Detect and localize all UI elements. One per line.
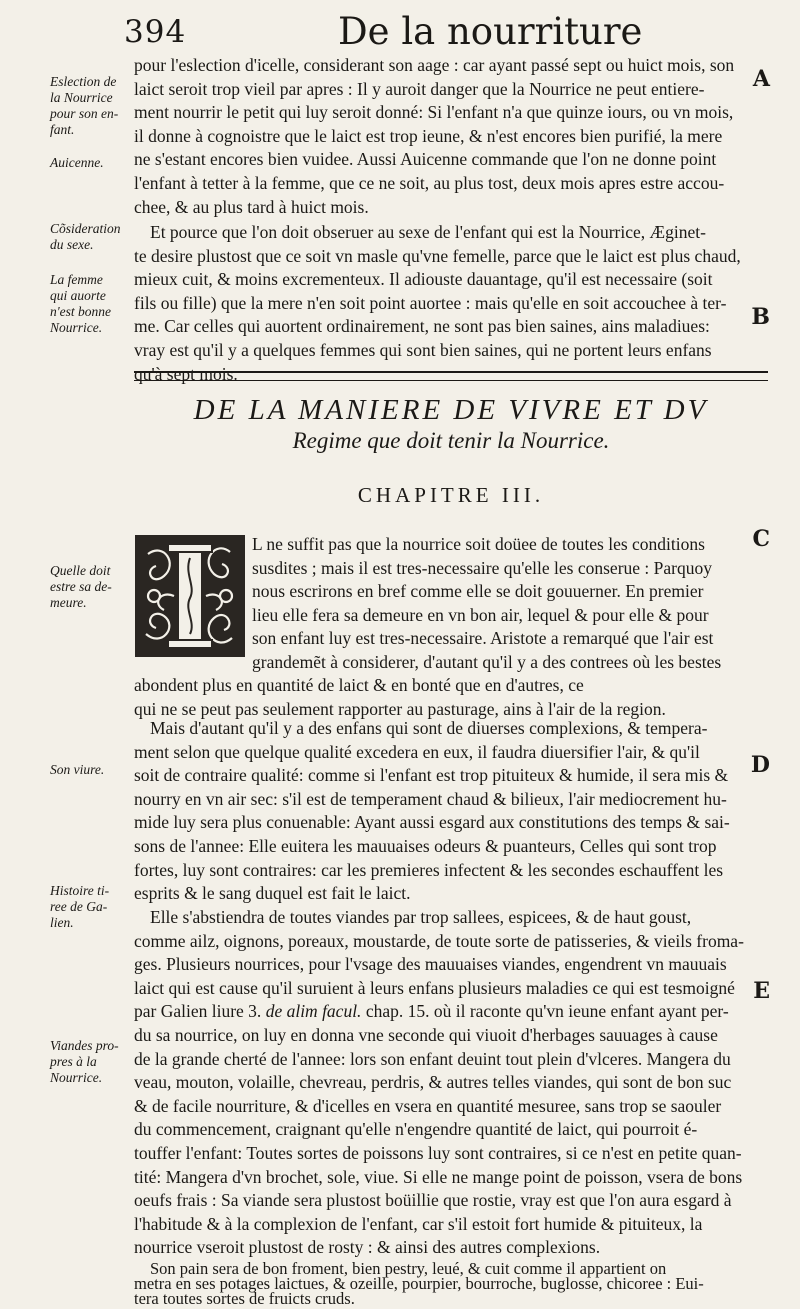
text-line: l'habitude & à la complexion de l'enfant, car s'il estoit fort humide & pituiteux, la [134, 1213, 703, 1234]
margin-note-demeure [50, 563, 126, 611]
text-line: ment selon que quelque qualité excedera en eux, il faudra diuersifier l'air, & qu'il [134, 741, 700, 762]
running-title: De la nourriture [338, 10, 643, 53]
paragraph-election [134, 54, 766, 219]
text-line: laict qui est cause qu'il suruient à leurs enfans plusieurs maladies ce qui est tesmoigné [134, 977, 735, 998]
note-line: lien. [50, 915, 74, 930]
note-line: estre sa de- [50, 579, 112, 594]
ornamental-initial-i [134, 534, 246, 658]
margin-letter-a: A [752, 66, 770, 92]
text-line: tera toutes sortes de fruicts cruds. [134, 1289, 355, 1308]
text-line: pour l'eslection d'icelle, considerant son aage : car ayant passé sept ou huict mois, son [134, 55, 735, 75]
text-line: nous escrirons en bref comme elle se doit gouuerner. En premier [252, 581, 704, 602]
note-line: fant. [50, 122, 75, 137]
margin-note-viandes [50, 1038, 126, 1086]
margin-letter-c: C [752, 526, 770, 552]
chapter-opening-tail [134, 674, 766, 721]
margin-note-avicenne [50, 155, 126, 171]
text-line: tité: Mangera d'vn brochet, sole, viue. Si elle ne mange point de poisson, vsera de bons [134, 1166, 743, 1187]
text-line: abondent plus en quantité de laict & en bonté que en d'autres, ce [134, 675, 584, 695]
text-line-galien-reference [134, 1000, 766, 1024]
text-line: vray est qu'il y a quelques femmes qui sont bien saines, qui ne portent leurs enfans [134, 339, 712, 360]
text-line: metra en ses potages laictues, & ozeille, pourpier, bourroche, buglosse, chicoree : Eui- [134, 1274, 704, 1293]
margin-note-vivre [50, 762, 126, 778]
text-line: te desire plustost que ce soit vn masle qu'vne femelle, parce que le laict est plus chaud, [134, 245, 741, 266]
note-line: du sexe. [50, 237, 94, 252]
text-line: susdites ; mais il est tres-necessaire qu'elle les conserue : Parquoy [252, 557, 712, 578]
page-header [124, 10, 784, 54]
text-line: mide luy sera plus conuenable: Ayant aussi esgard aux constitutions des temps & sai- [134, 812, 730, 833]
margin-note-histoire [50, 883, 126, 931]
note-line: Cõsideration [50, 221, 121, 236]
margin-note-consideration [50, 221, 126, 253]
text-line: me. Car celles qui auortent ordinairement, ne sont pas bien saines, ains maladiues: [134, 316, 710, 337]
margin-note-election [50, 74, 126, 138]
text-line: il donne à cognoistre que le laict est trop ieune, & n'est encores bien purifié, la mere [134, 125, 723, 146]
note-line: Histoire ti- [50, 883, 110, 898]
chapter-heading: CHAPITRE III. [357, 483, 545, 507]
text-line: soit de contraire qualité: comme si l'enfant est trop pituiteux & humide, il sera mis & [134, 765, 729, 786]
margin-letter-e: E [753, 978, 770, 1004]
text-line: touffer l'enfant: Toutes sortes de poissons luy sont contraires, si ce n'est en petite quan- [134, 1142, 742, 1163]
paragraph-complexions [134, 717, 766, 906]
text-line: Son pain sera de bon froment, bien pestry, leué, & cuit comme il appartient on [150, 1259, 667, 1278]
ornament-icon [134, 534, 246, 658]
text-line: veau, mouton, volaille, chevreau, perdris, & autres telles viandes, qui sont de bon suc [134, 1072, 732, 1093]
text-line: nourry en vn air sec: s'il est de temperament chaud & bilieux, l'air mediocrement hu- [134, 788, 727, 809]
text-line: nourrice vseroit plustost de rosty : & ainsi des autres complexions. [134, 1237, 601, 1258]
reference-suffix: chap. 15. où il raconte qu'vn ieune enfant ayant per- [365, 1001, 729, 1022]
note-line: Viandes pro- [50, 1038, 119, 1053]
margin-note-femme [50, 272, 126, 336]
text-line: lieu elle fera sa demeure en vn bon air, lequel & pour elle & pour [252, 604, 709, 625]
text-line: esprits & le sang duquel est fait le laict. [134, 883, 411, 904]
text-line: Elle s'abstiendra de toutes viandes par trop sallees, espicees, & de haut goust, [150, 907, 692, 927]
text-line: mieux cuit, & moins excrementeux. Il adiouste dauantage, qu'il est necessaire (soit [134, 269, 713, 290]
text-line: du sa nourrice, on luy en donna vne seconde qui viuoit d'herbages sauuages à cause [134, 1024, 718, 1045]
note-line: pour son en- [50, 106, 119, 121]
text-line: oeufs frais : Sa viande sera plustost boüillie que rostie, vray est que l'on aura esgard à [134, 1190, 732, 1211]
note-line: pres à la [50, 1054, 97, 1069]
text-line: son enfant luy est tres-necessaire. Aristote a remarqué que l'air est [252, 628, 714, 649]
section-subtitle: Regime que doit tenir la Nourrice. [292, 428, 610, 453]
section-title: DE LA MANIERE DE VIVRE ET DV [193, 394, 709, 426]
text-line: ges. Plusieurs nourrices, pour l'vsage des mauuaises viandes, engendrent vn mauuais [134, 954, 727, 975]
reference-title: de alim facul. [265, 1001, 362, 1022]
text-line: de la grande cherté de l'annee: lors son enfant deuint tout plein d'vlceres. Mangera du [134, 1048, 731, 1069]
text-line: ne s'estant encores bien vuidee. Aussi Auicenne commande que l'on ne donne point [134, 149, 717, 170]
text-line: qui ne se peut pas seulement rapporter au pasturage, ains à l'air de la region. [134, 698, 666, 719]
note-line: n'est bonne [50, 304, 112, 319]
text-line: grandemẽt à considerer, d'autant qu'il y a des contrees où les bestes [252, 651, 722, 672]
note-line: la Nourrice [50, 90, 113, 105]
text-line: fils ou fille) que la mere n'en soit point auortee : mais qu'elle en soit accouchee à ter- [134, 292, 727, 313]
text-line: chee, & au plus tard à huict mois. [134, 196, 369, 217]
paragraph-pain [134, 1261, 766, 1306]
note-line: Quelle doit [50, 563, 111, 578]
text-line: qu'à sept mois. [134, 363, 238, 384]
text-line: L ne suffit pas que la nourrice soit doüee de toutes les conditions [252, 534, 705, 554]
page-number: 394 [124, 14, 187, 50]
text-line: ment nourrir le petit qui luy seroit donné: Si l'enfant n'a que quinze iours, ou vn mois, [134, 102, 734, 123]
reference-prefix: par Galien liure 3. [134, 1001, 262, 1022]
note-line: Son viure. [50, 762, 105, 777]
note-line: qui auorte [50, 288, 106, 303]
margin-letter-b: B [751, 304, 770, 330]
section-divider [134, 371, 768, 381]
note-line: Eslection de [50, 74, 117, 89]
text-line: sons de l'annee: Elle euitera les mauuaises odeurs & puanteurs, Celles qui sont trop [134, 835, 717, 856]
note-line: Nourrice. [50, 320, 103, 335]
text-line: Mais d'autant qu'il y a des enfans qui sont de diuerses complexions, & tempera- [150, 718, 708, 738]
text-line: du commencement, craignant qu'elle n'engendre quantité de laict, qui pourroit é- [134, 1119, 698, 1140]
text-line: l'enfant à tetter à la femme, que ce ne soit, au plus tost, deux mois apres estre accou- [134, 172, 725, 193]
margin-letter-d: D [750, 752, 770, 778]
paragraph-viandes [134, 906, 766, 1260]
note-line: La femme [50, 272, 103, 287]
text-line: Et pource que l'on doit obseruer au sexe de l'enfant qui est la Nourrice, Æginet- [150, 222, 706, 242]
chapter-opening [252, 533, 766, 675]
text-line: & de facile nourriture, & d'icelles en vsera en quantité mesuree, sans trop se saouler [134, 1095, 722, 1116]
text-line: fortes, luy sont contraires: car les premieres infectent & les secondes eschauffent les [134, 859, 724, 880]
note-line: Auicenne. [50, 155, 104, 170]
note-line: Nourrice. [50, 1070, 103, 1085]
note-line: meure. [50, 595, 87, 610]
note-line: ree de Ga- [50, 899, 108, 914]
text-line: laict seroit trop vieil par apres : Il y auroit danger que la Nourrice ne peut entiere- [134, 78, 705, 99]
paragraph-sexe [134, 221, 766, 386]
text-line: comme ailz, oignons, poreaux, moustarde, de toute sorte de patisseries, & vieils froma- [134, 930, 744, 951]
